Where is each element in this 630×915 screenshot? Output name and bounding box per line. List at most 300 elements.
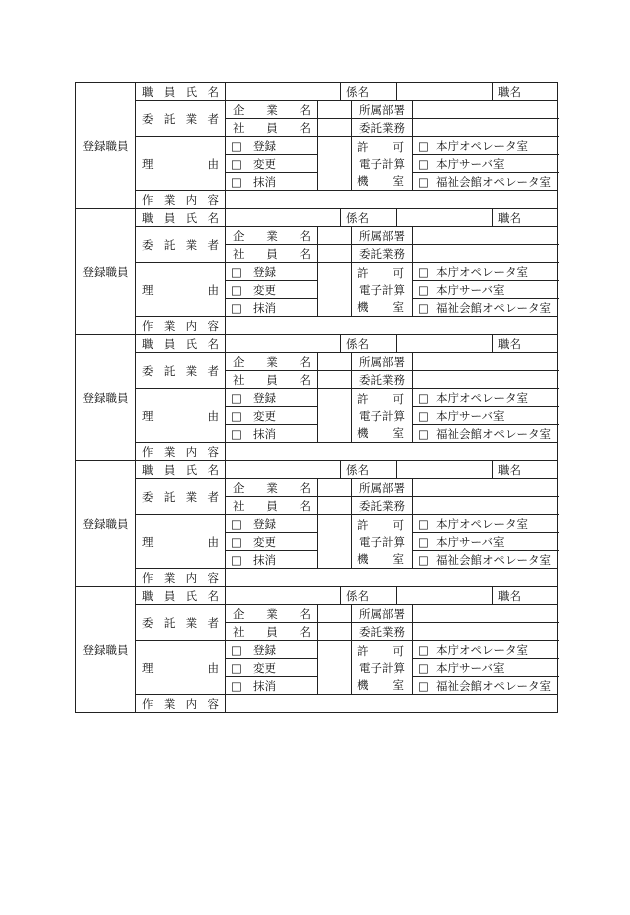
- contractor-label: [136, 605, 226, 641]
- work-content-char: 作: [142, 318, 154, 333]
- staff-name-field[interactable]: [226, 587, 341, 605]
- contractor-char: 委: [142, 363, 154, 378]
- reason-option-change[interactable]: [226, 407, 318, 425]
- work-content-field[interactable]: [226, 191, 558, 209]
- room-option-honcho-server[interactable]: [413, 659, 558, 677]
- permission-label: [352, 389, 413, 443]
- reason-option-change[interactable]: [226, 155, 318, 173]
- company-name-field[interactable]: [318, 353, 352, 371]
- staff-name-char: 職: [142, 210, 154, 225]
- work-content-field[interactable]: [226, 317, 558, 335]
- contractor-char: 託: [163, 111, 176, 126]
- room-option-honcho-server[interactable]: [413, 281, 558, 299]
- reason-option-label: 抹消: [253, 552, 276, 567]
- work-content-chars: [136, 444, 225, 460]
- checkbox-icon: □: [231, 660, 242, 675]
- reason-option-label: 抹消: [253, 426, 276, 441]
- company-name-char: 名: [299, 354, 311, 369]
- employee-name-char: 社: [233, 120, 245, 135]
- staff-name-field[interactable]: [226, 209, 341, 227]
- company-name-char: 企: [233, 606, 245, 621]
- registered-staff-label: 登録職員: [76, 587, 136, 713]
- employee-name-char: 名: [299, 624, 311, 639]
- room-option-label: 本庁サーバ室: [436, 534, 505, 549]
- contractor-chars: [136, 489, 225, 505]
- reason-option-delete[interactable]: [226, 551, 318, 569]
- work-content-char: 内: [185, 318, 198, 333]
- company-name-label: [226, 101, 318, 119]
- staff-name-char: 名: [207, 84, 219, 99]
- department-field[interactable]: [413, 353, 558, 371]
- work-content-char: 容: [207, 318, 219, 333]
- permission-char: 機: [357, 678, 369, 692]
- staff-name-char: 職: [142, 588, 154, 603]
- reason-option-delete[interactable]: [226, 173, 318, 191]
- employee-name-char: 名: [299, 120, 311, 135]
- reason-option-label: 登録: [253, 264, 276, 279]
- permission-label: [352, 263, 413, 317]
- contractor-char: 託: [163, 615, 176, 630]
- reason-label-left: 理: [142, 408, 154, 423]
- reason-field[interactable]: [318, 137, 352, 191]
- permission-char: 可: [392, 140, 405, 154]
- checkbox-icon: □: [418, 156, 429, 171]
- reason-field[interactable]: [318, 389, 352, 443]
- staff-name-label: [136, 83, 226, 101]
- department-field[interactable]: [413, 101, 558, 119]
- reason-option-change[interactable]: [226, 281, 318, 299]
- employee-name-chars: [226, 246, 317, 262]
- room-option-honcho-server[interactable]: [413, 407, 558, 425]
- section-name-label: 係名: [341, 83, 397, 101]
- permission-char: 許: [357, 140, 369, 154]
- employee-name-char: 員: [266, 624, 278, 639]
- company-name-field[interactable]: [318, 227, 352, 245]
- work-content-label: [136, 695, 226, 713]
- permission-line-2: 電子計算: [359, 535, 406, 549]
- contractor-char: 者: [207, 111, 219, 126]
- employee-name-chars: [226, 372, 317, 388]
- staff-name-chars: [136, 588, 225, 604]
- staff-name-char: 員: [163, 462, 176, 477]
- staff-name-label: [136, 587, 226, 605]
- reason-label-right: 由: [207, 534, 219, 549]
- staff-name-char: 員: [163, 588, 176, 603]
- staff-block: [75, 82, 558, 209]
- reason-label-left: 理: [142, 282, 154, 297]
- work-content-chars: [136, 570, 225, 586]
- contractor-char: 託: [163, 363, 176, 378]
- permission-label: [352, 137, 413, 191]
- section-name-field[interactable]: [397, 209, 493, 227]
- permission-line-3: [352, 425, 412, 442]
- room-option-label: 福祉会館オペレータ室: [436, 174, 552, 189]
- company-name-field[interactable]: [318, 479, 352, 497]
- checkbox-icon: □: [418, 534, 429, 549]
- reason-option-register[interactable]: [226, 389, 318, 407]
- permission-line-1: [352, 265, 412, 282]
- work-content-char: 内: [185, 696, 198, 711]
- staff-name-label: [136, 335, 226, 353]
- reason-option-change[interactable]: [226, 659, 318, 677]
- room-option-honcho-operator[interactable]: [413, 515, 558, 533]
- room-option-label: 福祉会館オペレータ室: [436, 426, 552, 441]
- reason-option-register[interactable]: [226, 137, 318, 155]
- reason-field[interactable]: [318, 515, 352, 569]
- staff-name-char: 名: [207, 588, 219, 603]
- company-name-label: [226, 353, 318, 371]
- checkbox-icon: □: [231, 282, 242, 297]
- contractor-char: 業: [185, 615, 198, 630]
- job-title-label: 職名: [493, 209, 558, 227]
- work-content-label: [136, 317, 226, 335]
- employee-name-label: [226, 245, 318, 263]
- staff-name-char: 職: [142, 336, 154, 351]
- reason-option-label: 抹消: [253, 300, 276, 315]
- reason-option-delete[interactable]: [226, 677, 318, 695]
- employee-name-char: 名: [299, 372, 311, 387]
- contractor-label: [136, 101, 226, 137]
- permission-char: 機: [357, 552, 369, 566]
- checkbox-icon: □: [418, 264, 429, 279]
- employee-name-char: 員: [266, 372, 278, 387]
- checkbox-icon: □: [231, 264, 242, 279]
- work-content-char: 容: [207, 570, 219, 585]
- contractor-char: 者: [207, 615, 219, 630]
- contract-work-label: 委託業務: [352, 245, 413, 263]
- permission-char: 許: [357, 644, 369, 658]
- permission-line-1: [352, 139, 412, 156]
- company-name-label: [226, 479, 318, 497]
- contractor-char: 業: [185, 489, 198, 504]
- checkbox-icon: □: [418, 660, 429, 675]
- department-label: 所属部署: [352, 479, 413, 497]
- work-content-char: 業: [163, 696, 176, 711]
- reason-option-label: 変更: [253, 534, 276, 549]
- employee-name-field[interactable]: [318, 371, 352, 389]
- work-content-chars: [136, 192, 225, 208]
- checkbox-icon: □: [231, 408, 242, 423]
- checkbox-icon: □: [231, 678, 242, 693]
- work-content-char: 作: [142, 444, 154, 459]
- registered-staff-label: 登録職員: [76, 83, 136, 209]
- room-option-honcho-operator[interactable]: [413, 263, 558, 281]
- contract-work-field[interactable]: [413, 119, 558, 137]
- section-name-label: 係名: [341, 587, 397, 605]
- department-field[interactable]: [413, 227, 558, 245]
- employee-name-char: 社: [233, 372, 245, 387]
- employee-name-label: [226, 497, 318, 515]
- staff-name-field[interactable]: [226, 461, 341, 479]
- contractor-char: 託: [163, 489, 176, 504]
- contractor-chars: [136, 111, 225, 127]
- room-option-fukushi-operator[interactable]: [413, 551, 558, 569]
- employee-name-char: 員: [266, 246, 278, 261]
- company-name-char: 業: [266, 228, 278, 243]
- staff-name-char: 名: [207, 462, 219, 477]
- employee-name-chars: [226, 498, 317, 514]
- company-name-chars: [226, 606, 317, 622]
- room-option-honcho-operator[interactable]: [413, 389, 558, 407]
- work-content-char: 内: [185, 192, 198, 207]
- contractor-char: 委: [142, 111, 154, 126]
- reason-option-label: 変更: [253, 156, 276, 171]
- employee-name-char: 社: [233, 246, 245, 261]
- section-name-label: 係名: [341, 335, 397, 353]
- contract-work-label: 委託業務: [352, 497, 413, 515]
- staff-name-chars: [136, 84, 225, 100]
- contractor-char: 者: [207, 363, 219, 378]
- work-content-char: 容: [207, 192, 219, 207]
- staff-name-char: 員: [163, 336, 176, 351]
- company-name-char: 名: [299, 228, 311, 243]
- room-option-label: 本庁サーバ室: [436, 156, 505, 171]
- work-content-char: 容: [207, 444, 219, 459]
- company-name-field[interactable]: [318, 101, 352, 119]
- checkbox-icon: □: [418, 282, 429, 297]
- checkbox-icon: □: [231, 534, 242, 549]
- department-label: 所属部署: [352, 227, 413, 245]
- staff-name-char: 職: [142, 462, 154, 477]
- checkbox-icon: □: [418, 552, 429, 567]
- contractor-char: 委: [142, 615, 154, 630]
- contract-work-field[interactable]: [413, 371, 558, 389]
- checkbox-icon: □: [231, 390, 242, 405]
- checkbox-icon: □: [418, 174, 429, 189]
- checkbox-icon: □: [231, 300, 242, 315]
- company-name-char: 業: [266, 606, 278, 621]
- company-name-char: 企: [233, 480, 245, 495]
- employee-name-char: 員: [266, 498, 278, 513]
- department-field[interactable]: [413, 605, 558, 623]
- staff-name-label: [136, 461, 226, 479]
- permission-char: 許: [357, 266, 369, 280]
- permission-char: 機: [357, 174, 369, 188]
- reason-option-delete[interactable]: [226, 299, 318, 317]
- work-content-field[interactable]: [226, 695, 558, 713]
- work-content-char: 業: [163, 192, 176, 207]
- permission-line-1: [352, 517, 412, 534]
- employee-name-char: 社: [233, 498, 245, 513]
- reason-option-register[interactable]: [226, 515, 318, 533]
- contractor-char: 業: [185, 237, 198, 252]
- reason-label-right: 由: [207, 156, 219, 171]
- work-content-chars: [136, 696, 225, 712]
- company-name-char: 業: [266, 354, 278, 369]
- checkbox-icon: □: [418, 300, 429, 315]
- room-option-honcho-operator[interactable]: [413, 137, 558, 155]
- room-option-fukushi-operator[interactable]: [413, 299, 558, 317]
- reason-label: [136, 137, 226, 191]
- room-option-honcho-operator[interactable]: [413, 641, 558, 659]
- reason-option-register[interactable]: [226, 641, 318, 659]
- company-name-label: [226, 227, 318, 245]
- permission-line-3: [352, 173, 412, 190]
- work-content-char: 内: [185, 570, 198, 585]
- employee-name-char: 員: [266, 120, 278, 135]
- reason-option-label: 変更: [253, 660, 276, 675]
- permission-char: 許: [357, 392, 369, 406]
- employee-name-field[interactable]: [318, 119, 352, 137]
- staff-name-label: [136, 209, 226, 227]
- registered-staff-label: 登録職員: [76, 461, 136, 587]
- employee-name-chars: [226, 624, 317, 640]
- room-option-label: 福祉会館オペレータ室: [436, 678, 552, 693]
- permission-line-1: [352, 391, 412, 408]
- company-name-char: 企: [233, 102, 245, 117]
- work-content-field[interactable]: [226, 569, 558, 587]
- permission-char: 可: [392, 266, 405, 280]
- contractor-chars: [136, 237, 225, 253]
- department-label: 所属部署: [352, 605, 413, 623]
- section-name-label: 係名: [341, 209, 397, 227]
- contractor-char: 者: [207, 237, 219, 252]
- room-option-fukushi-operator[interactable]: [413, 173, 558, 191]
- work-content-label: [136, 569, 226, 587]
- section-name-field[interactable]: [397, 587, 493, 605]
- employee-name-label: [226, 371, 318, 389]
- permission-line-2: 電子計算: [359, 283, 406, 297]
- registered-staff-label: 登録職員: [76, 335, 136, 461]
- contractor-char: 委: [142, 489, 154, 504]
- section-name-field[interactable]: [397, 461, 493, 479]
- permission-line-2: 電子計算: [359, 661, 406, 675]
- reason-option-label: 登録: [253, 516, 276, 531]
- contract-work-label: 委託業務: [352, 371, 413, 389]
- work-content-label: [136, 191, 226, 209]
- reason-label-right: 由: [207, 282, 219, 297]
- employee-name-label: [226, 623, 318, 641]
- checkbox-icon: □: [418, 390, 429, 405]
- employee-name-field[interactable]: [318, 623, 352, 641]
- staff-block: [75, 587, 558, 713]
- reason-option-label: 抹消: [253, 174, 276, 189]
- department-field[interactable]: [413, 479, 558, 497]
- room-option-label: 福祉会館オペレータ室: [436, 300, 552, 315]
- reason-label: [136, 641, 226, 695]
- company-name-char: 企: [233, 354, 245, 369]
- checkbox-icon: □: [418, 426, 429, 441]
- permission-char: 室: [392, 426, 405, 440]
- contractor-char: 業: [185, 363, 198, 378]
- checkbox-icon: □: [231, 174, 242, 189]
- checkbox-icon: □: [231, 516, 242, 531]
- checkbox-icon: □: [418, 678, 429, 693]
- section-name-field[interactable]: [397, 335, 493, 353]
- reason-option-register[interactable]: [226, 263, 318, 281]
- company-name-char: 業: [266, 102, 278, 117]
- room-option-honcho-server[interactable]: [413, 533, 558, 551]
- reason-option-change[interactable]: [226, 533, 318, 551]
- staff-name-char: 名: [207, 336, 219, 351]
- employee-name-char: 名: [299, 246, 311, 261]
- employee-name-chars: [226, 120, 317, 136]
- reason-label: [136, 389, 226, 443]
- reason-option-label: 変更: [253, 408, 276, 423]
- company-name-chars: [226, 228, 317, 244]
- checkbox-icon: □: [418, 516, 429, 531]
- contract-work-field[interactable]: [413, 623, 558, 641]
- room-option-fukushi-operator[interactable]: [413, 425, 558, 443]
- room-option-label: 本庁オペレータ室: [436, 516, 529, 531]
- contract-work-label: 委託業務: [352, 623, 413, 641]
- company-name-char: 名: [299, 606, 311, 621]
- permission-line-2: 電子計算: [359, 157, 406, 171]
- room-option-label: 本庁オペレータ室: [436, 138, 529, 153]
- checkbox-icon: □: [231, 426, 242, 441]
- contractor-char: 業: [185, 111, 198, 126]
- employee-name-field[interactable]: [318, 245, 352, 263]
- work-content-char: 作: [142, 192, 154, 207]
- staff-name-chars: [136, 336, 225, 352]
- contract-work-field[interactable]: [413, 245, 558, 263]
- company-name-char: 名: [299, 480, 311, 495]
- room-option-label: 本庁サーバ室: [436, 660, 505, 675]
- permission-char: 許: [357, 518, 369, 532]
- staff-name-chars: [136, 210, 225, 226]
- job-title-label: 職名: [493, 461, 558, 479]
- contractor-label: [136, 479, 226, 515]
- reason-option-delete[interactable]: [226, 425, 318, 443]
- job-title-label: 職名: [493, 335, 558, 353]
- permission-char: 可: [392, 518, 405, 532]
- company-name-label: [226, 605, 318, 623]
- staff-name-field[interactable]: [226, 335, 341, 353]
- staff-name-char: 名: [207, 210, 219, 225]
- work-content-field[interactable]: [226, 443, 558, 461]
- employee-name-char: 社: [233, 624, 245, 639]
- reason-field[interactable]: [318, 641, 352, 695]
- reason-label-left: 理: [142, 534, 154, 549]
- company-name-char: 名: [299, 102, 311, 117]
- work-content-char: 業: [163, 318, 176, 333]
- staff-name-field[interactable]: [226, 83, 341, 101]
- work-content-char: 業: [163, 444, 176, 459]
- reason-field[interactable]: [318, 263, 352, 317]
- reason-label-right: 由: [207, 408, 219, 423]
- section-name-field[interactable]: [397, 83, 493, 101]
- work-content-char: 容: [207, 696, 219, 711]
- staff-name-char: 氏: [185, 84, 198, 99]
- permission-char: 室: [392, 300, 405, 314]
- checkbox-icon: □: [418, 642, 429, 657]
- contract-work-label: 委託業務: [352, 119, 413, 137]
- company-name-char: 業: [266, 480, 278, 495]
- permission-line-3: [352, 551, 412, 568]
- employee-name-field[interactable]: [318, 497, 352, 515]
- company-name-chars: [226, 102, 317, 118]
- room-option-fukushi-operator[interactable]: [413, 677, 558, 695]
- checkbox-icon: □: [231, 156, 242, 171]
- work-content-chars: [136, 318, 225, 334]
- staff-block: [75, 209, 558, 335]
- reason-label-left: 理: [142, 156, 154, 171]
- company-name-field[interactable]: [318, 605, 352, 623]
- staff-name-char: 氏: [185, 588, 198, 603]
- reason-option-label: 変更: [253, 282, 276, 297]
- permission-char: 室: [392, 174, 405, 188]
- permission-line-1: [352, 643, 412, 660]
- registered-staff-label: 登録職員: [76, 209, 136, 335]
- work-content-char: 業: [163, 570, 176, 585]
- reason-label: [136, 263, 226, 317]
- job-title-label: 職名: [493, 587, 558, 605]
- checkbox-icon: □: [231, 138, 242, 153]
- reason-option-label: 登録: [253, 390, 276, 405]
- contract-work-field[interactable]: [413, 497, 558, 515]
- room-option-honcho-server[interactable]: [413, 155, 558, 173]
- permission-char: 機: [357, 426, 369, 440]
